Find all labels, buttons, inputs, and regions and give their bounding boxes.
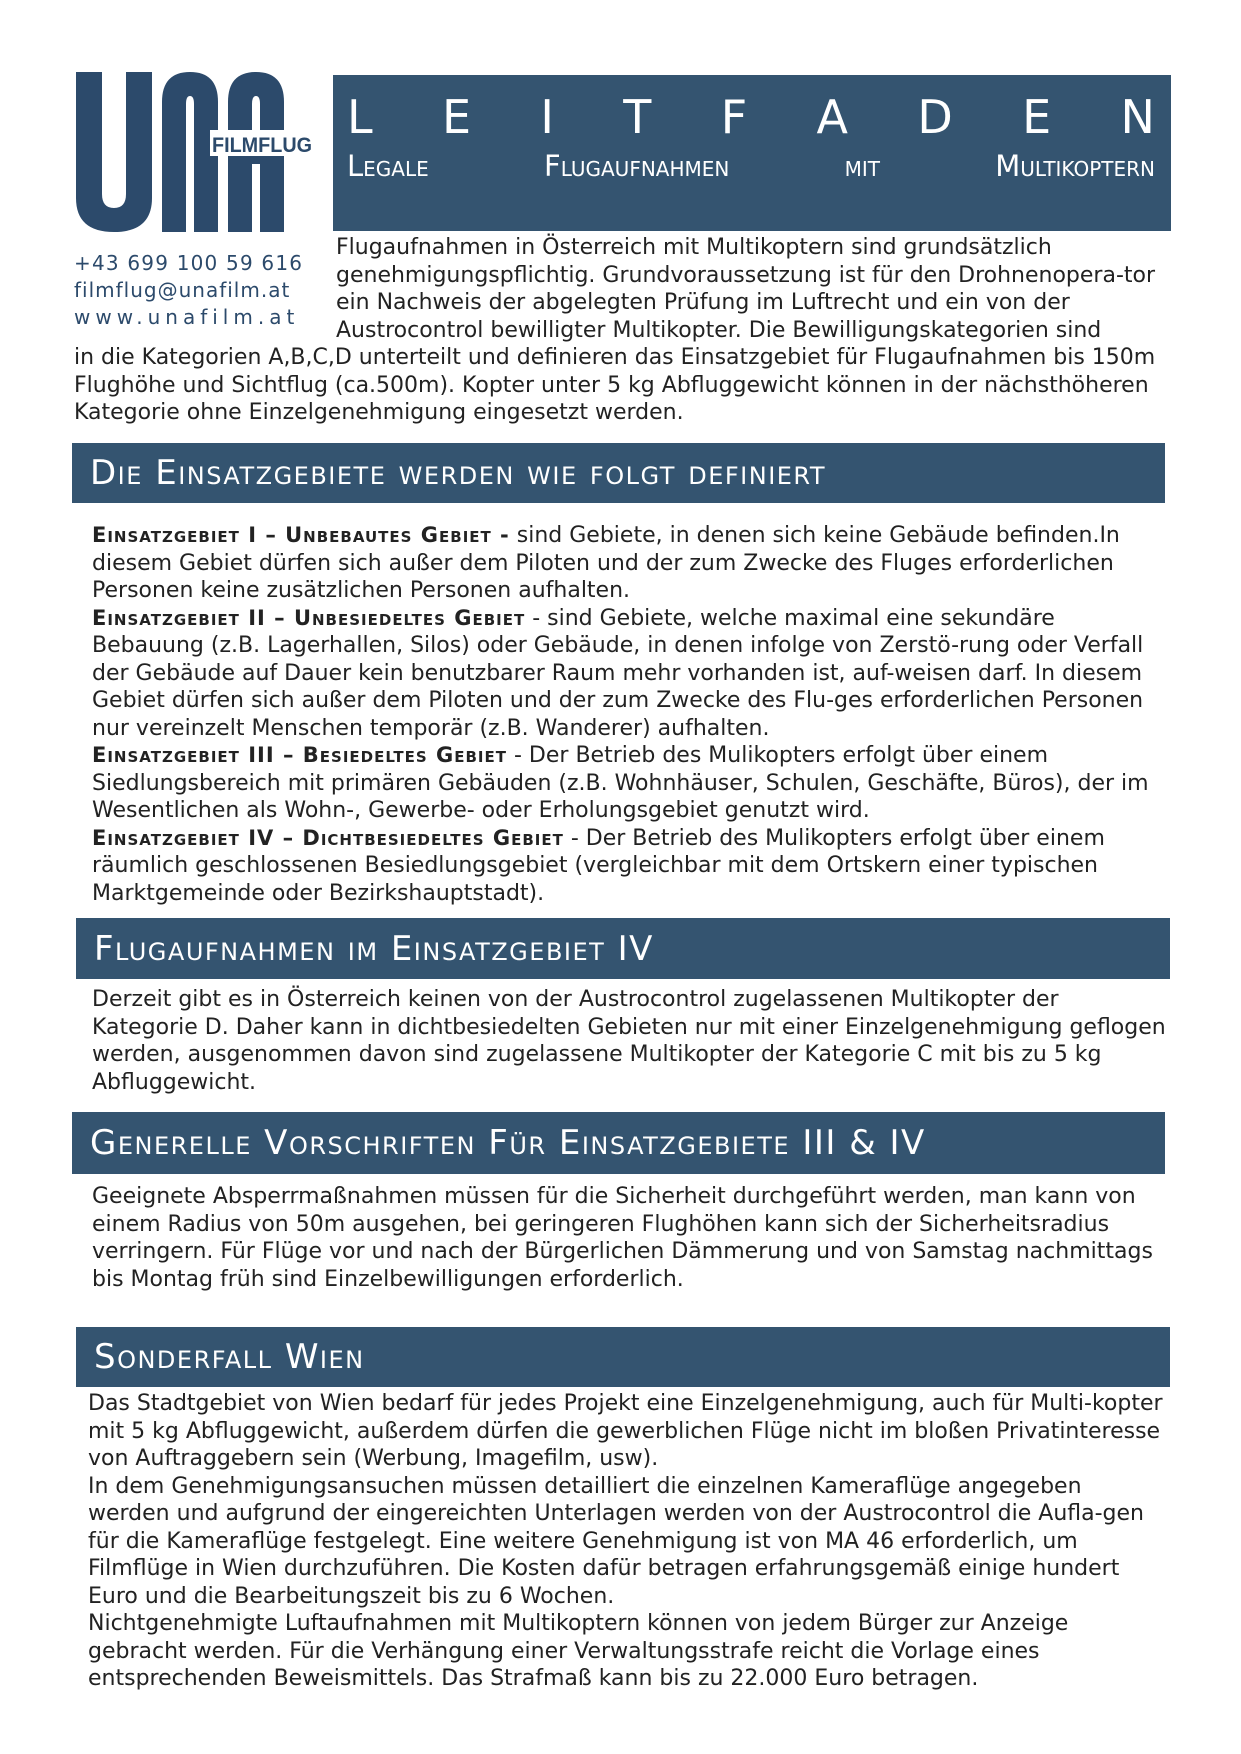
contact-block bbox=[74, 250, 324, 331]
subtitle-word: mit bbox=[844, 149, 880, 183]
definition-text: - sind Gebiete, welche maximal eine sekundäre Bebauung (z.B. Lagerhallen, Silos) oder Gebäude, in denen infolge von Zerstö-rung oder Verfall der Gebäude auf Dauer kein benutzbarer Raum mehr vorhanden ist, auf-weisen darf. In diesem Gebiet dürfen sich außer dem Piloten und der zum Zwecke des Flu-ges erforderlichen Personen nur vereinzelt Menschen temporär (z.B. Wanderer) aufhalten. bbox=[92, 605, 1144, 741]
contact-phone: +43 699 100 59 616 bbox=[74, 251, 304, 275]
definition-term: Einsatzgebiet I – Unbebautes Gebiet - bbox=[92, 523, 510, 547]
intro-paragraph-end: in die Kategorien A,B,C,D unterteilt und definieren das Einsatzgebiet für Flugaufnahmen bis 150m Flughöhe und Sichtflug (ca.500m). Kopter unter 5 kg Abfluggewicht können in der nächsthöheren Kategorie ohne Einzelgenehmigung eingesetzt werden. bbox=[74, 345, 1156, 425]
section-heading-einsatzgebiet-iv: Flugaufnahmen im Einsatzgebiet IV bbox=[76, 918, 1170, 979]
paragraph: Derzeit gibt es in Österreich keinen von der Austrocontrol zugelassenen Multikopter der Kategorie D. Daher kann in dichtbesiedelten Gebieten nur mit einer Einzelgenehmigung geflogen werden, ausgenommen davon sind zugelassene Multikopter der Kategorie C mit bis zu 5 kg Abfluggewicht. bbox=[92, 987, 1166, 1095]
section-heading-einsatzgebiete: Die Einsatzgebiete werden wie folgt definiert bbox=[72, 443, 1165, 503]
title-letter: E bbox=[441, 90, 472, 144]
contact-website: www.unafilm.at bbox=[74, 305, 300, 329]
definition-item bbox=[92, 605, 1170, 743]
definition-item bbox=[92, 825, 1170, 908]
sonderfall-wien-text bbox=[88, 1390, 1168, 1693]
title-letter: N bbox=[1120, 90, 1155, 144]
document-title bbox=[347, 91, 1155, 143]
una-filmflug-logo bbox=[74, 72, 314, 232]
title-letter: E bbox=[1022, 90, 1052, 144]
definition-item bbox=[92, 522, 1170, 605]
definition-item bbox=[92, 742, 1170, 825]
title-letter: F bbox=[720, 90, 748, 144]
title-letter: T bbox=[623, 90, 652, 144]
einsatzgebiet-iv-text bbox=[92, 986, 1170, 1096]
definition-term: Einsatzgebiet III – Besiedeltes Gebiet bbox=[92, 743, 507, 767]
subtitle-word: Legale bbox=[347, 149, 429, 183]
definition-text: sind Gebiete, in denen sich keine Gebäude befinden.In diesem Gebiet dürfen sich außer dem Piloten und der zum Zwecke des Fluges erforderlichen Personen keine zusätzlichen Personen aufhalten. bbox=[92, 523, 1120, 603]
document-subtitle bbox=[347, 149, 1155, 183]
paragraph: In dem Genehmigungsansuchen müssen detailliert die einzelnen Kameraflüge angegeben werden und aufgrund der eingereichten Unterlagen werden von der Austrocontrol die Aufla-gen für die Kameraflüge festgelegt. Eine weitere Genehmigung ist von MA 46 erforderlich, um Filmflüge in Wien durchzuführen. Die Kosten dafür betragen erfahrungsgemäß einige hundert Euro und die Bearbeitungszeit bis zu 6 Wochen. bbox=[88, 1473, 1144, 1609]
title-letter: I bbox=[540, 90, 554, 144]
section-heading-sonderfall-wien: Sonderfall Wien bbox=[76, 1327, 1170, 1387]
definition-text: - Der Betrieb des Mulikopters erfolgt über einem räumlich geschlossenen Besiedlungsgebiet (vergleichbar mit dem Ortskern einer typischen Marktgemeinde oder Bezirkshauptstadt). bbox=[92, 825, 1105, 906]
contact-email: filmflug@unafilm.at bbox=[74, 278, 291, 302]
header-banner bbox=[333, 75, 1171, 231]
intro-paragraph-start: Flugaufnahmen in Österreich mit Multikoptern sind grundsätzlich genehmigungspflichtig. Grundvoraussetzung ist für den Drohnenopera-tor ein Nachweis der abgelegten Prüfung im Luftrecht und ein von der Austrocontrol bewilligter Multikopter. Die Bewilligungskategorien sind bbox=[336, 235, 1156, 343]
paragraph: Geeignete Absperrmaßnahmen müssen für die Sicherheit durchgeführt werden, man kann von einem Radius von 50m ausgehen, bei geringeren Flughöhen kann sich der Sicherheitsradius verringern. Für Flüge vor und nach der Bürgerlichen Dämmerung und von Samstag nachmittags bis Montag früh sind Einzelbewilligungen erforderlich. bbox=[92, 1184, 1153, 1292]
title-letter: L bbox=[347, 90, 373, 144]
paragraph: Das Stadtgebiet von Wien bedarf für jedes Projekt eine Einzelgenehmigung, auch für Multi-kopter mit 5 kg Abfluggewicht, außerdem dürfen die gewerblichen Flüge nicht im bloßen Privatinteresse von Auftraggebern sein (Werbung, Imagefilm, usw). bbox=[88, 1391, 1163, 1471]
logo-tag-text: FILMFLUG bbox=[212, 134, 312, 157]
einsatzgebiete-definitions bbox=[92, 522, 1170, 907]
paragraph: Nichtgenehmigte Luftaufnahmen mit Multikoptern können von jedem Bürger zur Anzeige gebracht werden. Für die Verhängung einer Verwaltungsstrafe reicht die Vorlage eines entsprechenden Beweismittels. Das Strafmaß kann bis zu 22.000 Euro betragen. bbox=[88, 1611, 1069, 1691]
definition-term: Einsatzgebiet II – Unbesiedeltes Gebiet bbox=[92, 605, 526, 630]
definition-text: - Der Betrieb des Mulikopters erfolgt über einem Siedlungsbereich mit primären Gebäuden (z.B. Wohnhäuser, Schulen, Geschäfte, Büros), der im Wesentlichen als Wohn-, Gewerbe- oder Erholungsgebiet genutzt wird. bbox=[92, 743, 1149, 823]
section-heading-vorschriften: Generelle Vorschriften Für Einsatzgebiete III & IV bbox=[72, 1112, 1165, 1174]
subtitle-word: Flugaufnahmen bbox=[544, 149, 730, 183]
definition-term: Einsatzgebiet IV – Dichtbesiedeltes Gebiet bbox=[92, 825, 564, 850]
subtitle-word: Multikoptern bbox=[995, 149, 1155, 183]
title-letter: D bbox=[917, 90, 953, 144]
vorschriften-text bbox=[92, 1183, 1170, 1293]
title-letter: A bbox=[816, 90, 848, 144]
